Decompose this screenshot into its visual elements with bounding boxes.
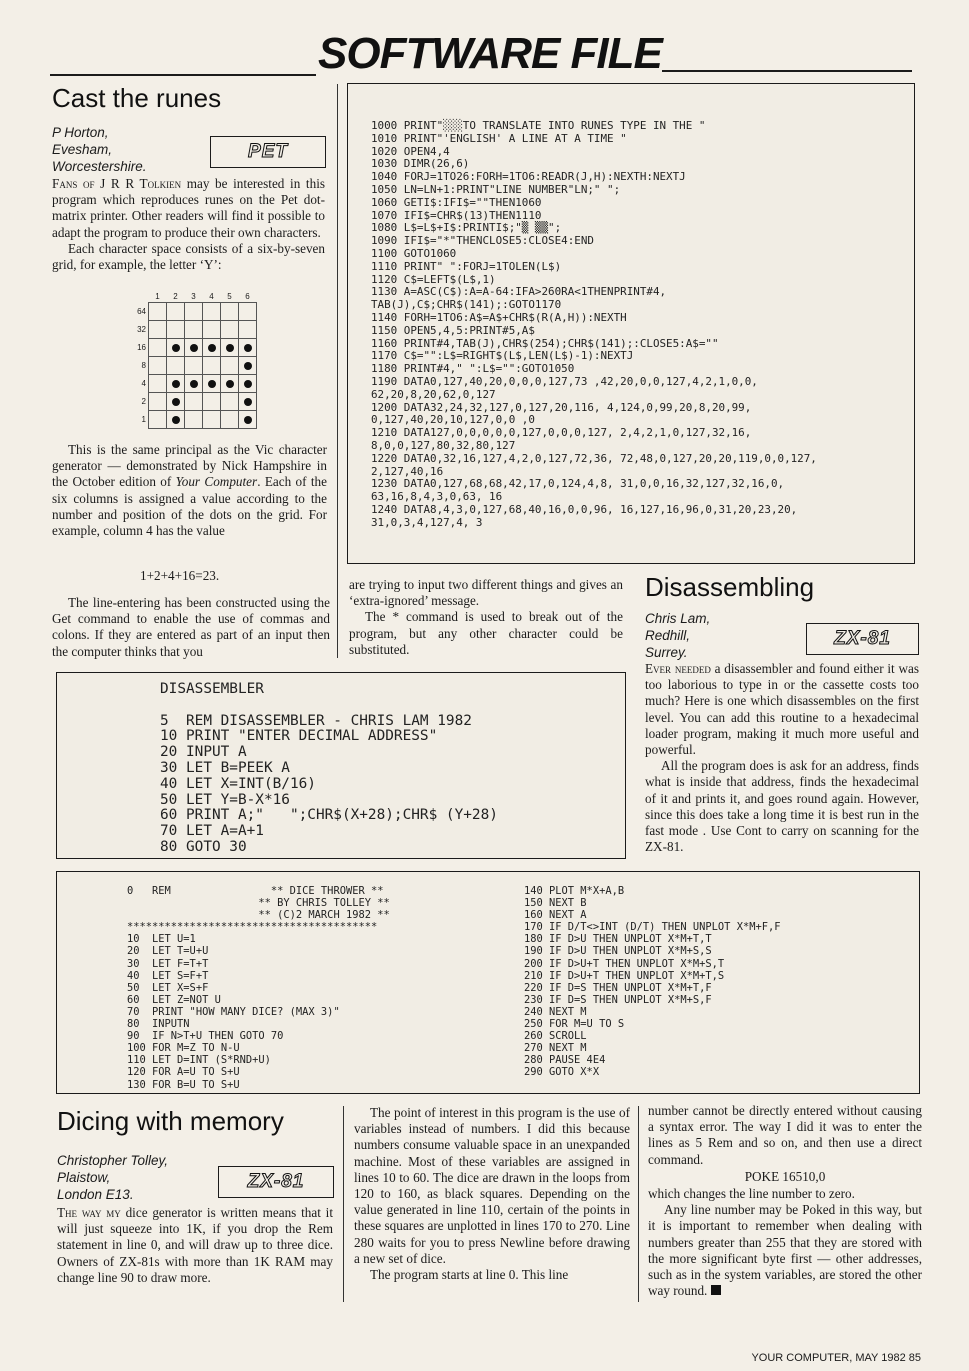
grid-cell-empty	[185, 357, 203, 375]
code-line: 240 NEXT M	[524, 1005, 587, 1018]
dot-icon	[172, 398, 180, 406]
grid-column-label: 3	[191, 292, 196, 301]
grid-cell-empty	[149, 339, 167, 357]
listing3_left	[127, 885, 390, 1091]
header-rule-left	[50, 74, 316, 76]
code-line: 130 FOR B=U TO S+U	[127, 1078, 240, 1091]
machine-badge-zx81: ZX-81	[218, 1166, 334, 1198]
grid-cell-empty	[203, 357, 221, 375]
code-listing-disassembler	[56, 672, 626, 859]
code-line: 1240 DATA8,4,3,0,127,68,40,16,0,0,96, 16,127,16,96,0,31,20,23,20,	[371, 502, 798, 516]
grid-cell-empty	[185, 411, 203, 429]
code-line: 230 IF D=S THEN UNPLOT X*M+S,F	[524, 993, 712, 1006]
code-line: ****************************************	[127, 921, 378, 934]
code-line: 210 IF D>U+T THEN UNPLOT X*M+T,S	[524, 969, 725, 982]
code-line: 1100 GOTO1060	[371, 246, 457, 260]
grid-cell-empty	[185, 321, 203, 339]
grid-cell-empty	[221, 393, 239, 411]
dot-icon	[190, 380, 198, 388]
column-rule	[343, 1106, 344, 1302]
code-line: 2,127,40,16	[371, 464, 444, 478]
code-line: 250 FOR M=U TO S	[524, 1018, 625, 1031]
code-line: 1140 FORH=1TO6:A$=A$+CHR$(R(A,H)):NEXTH	[371, 310, 627, 324]
code-line: 90 IF N>T+U THEN GOTO 70	[127, 1030, 284, 1043]
article-title-cast-the-runes: Cast the runes	[52, 83, 222, 113]
grid-column-label: 5	[227, 292, 232, 301]
code-line	[160, 698, 498, 714]
grid-cell-filled	[221, 375, 239, 393]
grid-column-label: 6	[245, 292, 250, 301]
header-rule-right	[662, 70, 912, 72]
code-line: 5 REM DISASSEMBLER - CHRIS LAM 1982	[160, 712, 472, 729]
code-line: 1130 A=ASC(C$):A=A-64:IFA>260RA<1THENPRINT#4,	[371, 285, 667, 299]
grid-cell-empty	[149, 303, 167, 321]
dot-icon	[208, 380, 216, 388]
code-line: 40 LET S=F+T	[127, 969, 209, 982]
grid-cell-empty	[221, 303, 239, 321]
article-text-dicing-intro: The way my dice generator is written means that it will just squeeze into 1K, if you drop the Rem statement in line 0, and will draw up to three dice. Owners of ZX-81s with more than 1K RAM may change line 90 to draw more.	[57, 1205, 333, 1285]
grid-row-label: 2	[141, 397, 146, 406]
code-line: DISASSEMBLER	[160, 681, 264, 697]
listing2	[160, 682, 498, 856]
code-line: 1110 PRINT" ":FORJ=1TOLEN(L$)	[371, 259, 562, 273]
code-line: 20 LET T=U+U	[127, 945, 209, 958]
code-line: 50 LET X=S+F	[127, 981, 209, 994]
dot-icon	[226, 380, 234, 388]
grid-cell-filled	[221, 339, 239, 357]
article-text-dicing-variables: The point of interest in this program is the use of variables instead of numbers. I did this because numbers consume valuable space in an unexpanded machine. Most of these variables are assigned in lines 10 to 60. The dice are drawn in the loops from 120 to 160, as black squares. Depending on the value generated in line 110, certain of the points in these squares are unplotted in lines 170 to 270. Line 280 waits for you to press Newline before drawing a new set of dice. The program starts at line 0. This line	[354, 1105, 630, 1283]
dot-icon	[172, 416, 180, 424]
grid-row-label: 32	[137, 325, 146, 334]
code-line: 1200 DATA32,24,32,127,0,127,20,116, 4,124,0,99,20,8,20,99,	[371, 400, 752, 414]
code-line: 0,127,40,20,10,127,0,0 ,0	[371, 413, 535, 427]
poke-command: POKE 16510,0	[744, 1168, 826, 1184]
code-line: 190 IF D>U THEN UNPLOT X*M+S,S	[524, 945, 712, 958]
code-line: 10 LET U=1	[127, 933, 196, 946]
article-title-disassembling: Disassembling	[645, 572, 815, 602]
code-line: 1120 C$=LEFT$(L$,1)	[371, 272, 496, 286]
code-line: 110 LET D=INT (S*RND+U)	[127, 1054, 271, 1067]
grid-cell-empty	[185, 303, 203, 321]
grid-cell-empty	[167, 303, 185, 321]
grid-cell-empty	[221, 321, 239, 339]
code-line: 180 IF D>U THEN UNPLOT X*M+T,T	[524, 933, 712, 946]
dot-icon	[190, 344, 198, 352]
dot-icon	[244, 362, 252, 370]
code-line: 270 NEXT M	[524, 1042, 587, 1055]
article-text-disassembling: Ever needed a disassembler and found either it was too laborious to type in or the cassette costs too much? Here is one which disassembles on the first level. You can add this routine to a hexadecimal loader program, making it much more useful and powerful. All the program does is ask for an address, finds what is inside that address, finds the hexadecimal of it and prints it, and goes round again. However, since this does take a long time it is best run in the fast mode . Use Cont to carry on scanning for the ZX-81.	[645, 661, 920, 855]
dot-icon	[208, 344, 216, 352]
grid-cell-empty	[221, 411, 239, 429]
grid-cell-empty	[149, 411, 167, 429]
grid-cell-empty	[203, 321, 221, 339]
code-line: 290 GOTO X*X	[524, 1066, 600, 1079]
grid-cell-empty	[149, 321, 167, 339]
grid-row-label: 16	[137, 343, 146, 352]
code-line: ** BY CHRIS TOLLEY **	[127, 897, 390, 910]
dot-icon	[172, 344, 180, 352]
article-byline: Christopher Tolley, Plaistow, London E13.	[57, 1153, 169, 1202]
grid-cell-empty	[149, 375, 167, 393]
grid-cell-empty	[185, 393, 203, 411]
grid-cell-filled	[167, 375, 185, 393]
grid-cell-filled	[239, 393, 257, 411]
code-line: 1170 C$="":L$=RIGHT$(L$,LEN(L$)-1):NEXTJ	[371, 349, 634, 363]
code-line: 1030 DIMR(26,6)	[371, 157, 470, 171]
code-line: 31,0,3,4,127,4, 3	[371, 515, 483, 529]
grid-cell-filled	[203, 375, 221, 393]
article-text-explanation: This is the same principal as the Vic character generator — demonstrated by Nick Hampshire in the October edition of Your Computer. Each of the six columns is assigned a value according to the number and position of the dots on the grid. For example, column 4 has the value	[52, 442, 328, 539]
dot-icon	[172, 380, 180, 388]
code-line: 1020 OPEN4,4	[371, 144, 450, 158]
article-byline: Chris Lam, Redhill, Surrey.	[645, 611, 711, 660]
grid-cell-filled	[239, 339, 257, 357]
grid-cell-filled	[239, 411, 257, 429]
code-line: 30 LET B=PEEK A	[160, 759, 290, 776]
code-line: 200 IF D>U+T THEN UNPLOT X*M+S,T	[524, 957, 725, 970]
code-line: 100 FOR M=Z TO N-U	[127, 1042, 240, 1055]
machine-badge-zx81: ZX-81	[806, 623, 919, 655]
lead-in: Fans of J R R Tolkien	[52, 176, 182, 191]
page-footer: YOUR COMPUTER, MAY 1982 85	[751, 1352, 921, 1364]
grid-row-label: 8	[141, 361, 146, 370]
grid-row-label: 64	[137, 307, 146, 316]
code-listing-dice-thrower	[56, 871, 920, 1094]
grid-cell-empty	[167, 321, 185, 339]
grid-cell-empty	[149, 357, 167, 375]
grid-cell-filled	[185, 375, 203, 393]
grid-cell-filled	[167, 393, 185, 411]
code-line: 1090 IFI$="*"THENCLOSE5:CLOSE4:END	[371, 234, 594, 248]
code-line: 1180 PRINT#4," ":L$="":GOTO1050	[371, 362, 575, 376]
grid-cell-empty	[203, 411, 221, 429]
code-line: 62,20,8,20,62,0,127	[371, 387, 496, 401]
code-line: 0 REM ** DICE THROWER **	[127, 885, 384, 897]
code-line: 1150 OPEN5,4,5:PRINT#5,A$	[371, 323, 535, 337]
machine-badge-pet: PET	[210, 136, 326, 168]
code-line: 70 LET A=A+1	[160, 823, 264, 840]
dot-icon	[244, 380, 252, 388]
code-line: 50 LET Y=B-X*16	[160, 791, 290, 808]
lead-in: Ever needed	[645, 661, 711, 676]
grid-cell-filled	[203, 339, 221, 357]
code-line: 1000 PRINT"░░░TO TRANSLATE INTO RUNES TYPE IN THE "	[371, 119, 706, 132]
article-title-dicing-with-memory: Dicing with memory	[57, 1106, 284, 1136]
grid-cell-empty	[167, 357, 185, 375]
listing3_right	[524, 885, 780, 1079]
code-listing-runes	[347, 83, 915, 564]
grid-column-label: 4	[209, 292, 214, 301]
code-line: 1210 DATA127,0,0,0,0,0,127,0,0,0,127, 2,4,2,1,0,127,32,16,	[371, 426, 752, 440]
page-header-title: SOFTWARE FILE	[318, 29, 662, 78]
code-line: 40 LET X=INT(B/16)	[160, 775, 316, 792]
dot-icon	[244, 416, 252, 424]
code-line: 150 NEXT B	[524, 897, 587, 910]
code-line: 60 PRINT A;" ";CHR$(X+28);CHR$ (Y+28)	[160, 807, 498, 824]
grid-cell-filled	[239, 357, 257, 375]
code-line: 1080 L$=L$+I$:PRINTI$;"▒ ▒▒";	[371, 221, 562, 235]
code-line: 80 INPUTN	[127, 1018, 190, 1031]
grid-row-label: 1	[141, 415, 146, 424]
code-line: 1160 PRINT#4,TAB(J),CHR$(254);CHR$(141);:CLOSE5:A$=""	[371, 336, 719, 350]
code-line: 120 FOR A=U TO S+U	[127, 1066, 240, 1079]
code-line: 260 SCROLL	[524, 1030, 587, 1043]
article-text-continued: are trying to input two different things and gives an ‘extra-ignored’ message. The * command is used to break out of the program, but any other character could be substituted.	[349, 577, 623, 657]
code-line: 70 PRINT "HOW MANY DICE? (MAX 3)"	[127, 1005, 340, 1018]
code-line: 1040 FORJ=1TO26:FORH=1TO6:READR(J,H):NEXTH:NEXTJ	[371, 170, 686, 184]
code-line: 1060 GETI$:IFI$=""THEN1060	[371, 195, 542, 209]
listing1	[371, 120, 817, 530]
code-line: 1190 DATA0,127,40,20,0,0,0,127,73 ,42,20,0,0,127,4,2,1,0,0,	[371, 374, 758, 388]
grid-cell-filled	[239, 375, 257, 393]
dot-icon	[226, 344, 234, 352]
grid-row-label: 4	[141, 379, 146, 388]
end-mark	[711, 1285, 721, 1295]
rune-grid-diagram	[128, 292, 257, 429]
column-rule	[337, 84, 338, 658]
article-text-line-entering: The line-entering has been constructed using the Get command to enable the use of commas and colons. If they are entered as part of an input then the computer thinks that you	[52, 595, 330, 659]
grid-column-label: 1	[155, 292, 160, 301]
article-byline: P Horton, Evesham, Worcestershire.	[52, 125, 147, 174]
code-line: ** (C)2 MARCH 1982 **	[127, 909, 390, 922]
code-line: 8,0,0,127,80,32,80,127	[371, 438, 516, 452]
code-line: 10 PRINT "ENTER DECIMAL ADDRESS"	[160, 728, 438, 745]
code-line: 63,16,8,4,3,0,63, 16	[371, 490, 503, 504]
dot-icon	[244, 344, 252, 352]
code-line: 80 GOTO 30	[160, 838, 247, 855]
code-line: 140 PLOT M*X+A,B	[524, 885, 625, 897]
grid-cell-empty	[239, 321, 257, 339]
grid-column-label: 2	[173, 292, 178, 301]
grid-cell-filled	[167, 411, 185, 429]
grid-cell-empty	[221, 357, 239, 375]
code-line: 1230 DATA0,127,68,68,42,17,0,124,4,8, 31,0,0,16,32,127,32,16,0,	[371, 477, 785, 491]
dot-icon	[244, 398, 252, 406]
code-line: 1010 PRINT"'ENGLISH' A LINE AT A TIME "	[371, 131, 627, 145]
code-line: 1220 DATA0,32,16,127,4,2,0,127,72,36, 72,48,0,127,20,20,119,0,0,127,	[371, 451, 817, 465]
grid-cell-filled	[185, 339, 203, 357]
article-text-dicing-poke: number cannot be directly entered without causing a syntax error. The way I did it was to enter the lines as 5 Rem and so on, and then use a direct command. POKE 16510,0 which changes the line number to zero. Any line number may be Poked in this way, but it is important to remember when dealing with numbers greater than 255 that they are stored with the more significant byte first — other addresses, such as in the system variables, are stored the other way round.	[648, 1103, 922, 1299]
grid-cell-empty	[203, 303, 221, 321]
equation: 1+2+4+16=23.	[140, 568, 220, 583]
code-line: 280 PAUSE 4E4	[524, 1054, 606, 1067]
code-line: TAB(J),C$;CHR$(141);:GOTO1170	[371, 298, 562, 312]
article-text-intro: Fans of J R R Tolkien may be interested in this program which reproduces runes on the Pet dot-matrix printer. Other readers will find it possible to adapt the program to produce their own characters. Each character space consists of a six-by-seven grid, for example, the letter ‘Y’:	[52, 176, 325, 273]
column-rule	[638, 1106, 639, 1302]
grid-cell-filled	[167, 339, 185, 357]
code-line: 1050 LN=LN+1:PRINT"LINE NUMBER"LN;" ";	[371, 182, 621, 196]
code-line: 1070 IFI$=CHR$(13)THEN1110	[371, 208, 542, 222]
code-line: 170 IF D/T<>INT (D/T) THEN UNPLOT X*M+F,F	[524, 921, 781, 934]
code-line: 220 IF D=S THEN UNPLOT X*M+T,F	[524, 981, 712, 994]
code-line: 20 INPUT A	[160, 744, 247, 761]
grid-cell-empty	[203, 393, 221, 411]
grid-cell-empty	[149, 393, 167, 411]
code-line: 160 NEXT A	[524, 909, 587, 922]
lead-in: The way my	[57, 1205, 121, 1220]
code-line: 60 LET Z=NOT U	[127, 993, 221, 1006]
code-line: 30 LET F=T+T	[127, 957, 209, 970]
grid-cell-empty	[239, 303, 257, 321]
